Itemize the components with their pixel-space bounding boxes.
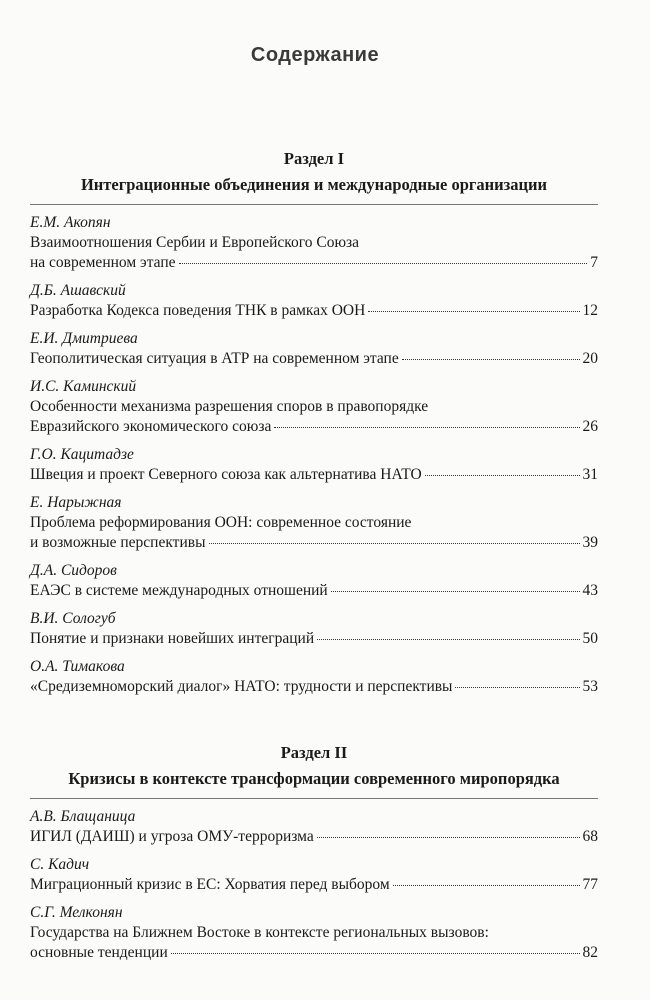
dot-leader bbox=[317, 837, 580, 838]
entry-title-last-line bbox=[30, 581, 598, 601]
entry-author: И.С. Каминский bbox=[30, 378, 137, 395]
page-number: 43 bbox=[582, 582, 598, 599]
toc-entry[interactable] bbox=[30, 855, 598, 895]
dot-leader bbox=[209, 543, 580, 544]
entry-title-text: Разработка Кодекса поведения ТНК в рамках ООН bbox=[30, 302, 366, 319]
page-number: 39 bbox=[582, 534, 598, 551]
page-number: 50 bbox=[582, 630, 598, 647]
entry-title-line: Проблема реформирования ООН: современное состояние bbox=[30, 514, 412, 531]
dot-leader bbox=[317, 639, 579, 640]
toc-entry[interactable] bbox=[30, 657, 598, 697]
page-number: 12 bbox=[582, 302, 598, 319]
dot-leader bbox=[402, 359, 580, 360]
page-number: 82 bbox=[582, 944, 598, 961]
entry-title-last-line bbox=[30, 417, 598, 437]
entry-author: Д.Б. Ашавский bbox=[30, 282, 126, 299]
dot-leader bbox=[179, 263, 588, 264]
entry-author: Е.И. Дмитриева bbox=[30, 330, 138, 347]
page-number: 7 bbox=[590, 254, 598, 271]
section-label: Раздел I bbox=[283, 149, 345, 168]
entry-title-text: основные тенденции bbox=[30, 944, 168, 961]
entry-title-text: Понятие и признаки новейших интеграций bbox=[30, 630, 315, 647]
entry-title-line: Особенности механизма разрешения споров в правопорядке bbox=[30, 398, 429, 415]
toc-entry[interactable] bbox=[30, 609, 598, 649]
entry-author: Е. Нарыжная bbox=[30, 494, 122, 511]
dot-leader bbox=[274, 427, 579, 428]
page-number: 20 bbox=[582, 350, 598, 367]
entry-title-text: Миграционный кризис в ЕС: Хорватия перед выбором bbox=[30, 876, 390, 893]
entry-title-last-line bbox=[30, 533, 598, 553]
entry-title-text: Евразийского экономического союза bbox=[30, 418, 272, 435]
dot-leader bbox=[425, 475, 580, 476]
section-1 bbox=[30, 146, 598, 705]
page-number: 77 bbox=[582, 876, 598, 893]
entry-title-text: ИГИЛ (ДАИШ) и угроза ОМУ-терроризма bbox=[30, 828, 314, 845]
entry-author: О.А. Тимакова bbox=[30, 658, 125, 675]
toc-entry[interactable] bbox=[30, 903, 598, 963]
entry-author: Г.О. Кацитадзе bbox=[30, 446, 134, 463]
entry-title-text: Швеция и проект Северного союза как альтернатива НАТО bbox=[30, 466, 422, 483]
page-title: Содержание bbox=[250, 44, 380, 66]
entry-title-line: Взаимоотношения Сербии и Европейского Союза bbox=[30, 234, 360, 251]
dot-leader bbox=[368, 311, 579, 312]
page-number: 26 bbox=[582, 418, 598, 435]
entry-title-last-line bbox=[30, 827, 598, 847]
entry-title-last-line bbox=[30, 677, 598, 697]
section-heading: Кризисы в контексте трансформации современного миропорядка bbox=[68, 769, 560, 788]
page-number: 53 bbox=[582, 678, 598, 695]
entry-title-text: ЕАЭС в системе международных отношений bbox=[30, 582, 328, 599]
toc-entry[interactable] bbox=[30, 445, 598, 485]
dot-leader bbox=[455, 687, 579, 688]
toc-entry[interactable] bbox=[30, 493, 598, 553]
entry-title-last-line bbox=[30, 875, 598, 895]
entry-title-text: Геополитическая ситуация в АТР на современном этапе bbox=[30, 350, 399, 367]
dot-leader bbox=[171, 953, 580, 954]
toc-entry[interactable] bbox=[30, 213, 598, 273]
entry-title-line: Государства на Ближнем Востоке в контексте региональных вызовов: bbox=[30, 924, 489, 941]
toc-entry-list bbox=[30, 807, 598, 963]
page-number: 31 bbox=[582, 466, 598, 483]
section-2 bbox=[30, 740, 598, 971]
entry-author: Е.М. Акопян bbox=[30, 214, 111, 231]
section-divider bbox=[30, 204, 598, 205]
dot-leader bbox=[331, 591, 580, 592]
entry-title-text: и возможные перспективы bbox=[30, 534, 206, 551]
entry-author: С.Г. Мелконян bbox=[30, 904, 123, 921]
toc-entry[interactable] bbox=[30, 561, 598, 601]
toc-entry-list bbox=[30, 213, 598, 697]
section-heading: Интеграционные объединения и международные организации bbox=[80, 175, 548, 194]
entry-author: А.В. Блащаница bbox=[30, 808, 136, 825]
entry-author: С. Кадич bbox=[30, 856, 90, 873]
dot-leader bbox=[393, 885, 580, 886]
toc-entry[interactable] bbox=[30, 329, 598, 369]
page-number: 68 bbox=[582, 828, 598, 845]
toc-entry[interactable] bbox=[30, 281, 598, 321]
entry-author: Д.А. Сидоров bbox=[30, 562, 117, 579]
toc-entry[interactable] bbox=[30, 377, 598, 437]
entry-title-last-line bbox=[30, 349, 598, 369]
entry-title-last-line bbox=[30, 301, 598, 321]
toc-entry[interactable] bbox=[30, 807, 598, 847]
entry-author: В.И. Сологуб bbox=[30, 610, 116, 627]
section-divider bbox=[30, 798, 598, 799]
entry-title-last-line bbox=[30, 253, 598, 273]
entry-title-last-line bbox=[30, 465, 598, 485]
entry-title-text: на современном этапе bbox=[30, 254, 176, 271]
entry-title-text: «Средиземноморский диалог» НАТО: трудности и перспективы bbox=[30, 678, 453, 695]
section-label: Раздел II bbox=[280, 743, 348, 762]
entry-title-last-line bbox=[30, 629, 598, 649]
entry-title-last-line bbox=[30, 943, 598, 963]
